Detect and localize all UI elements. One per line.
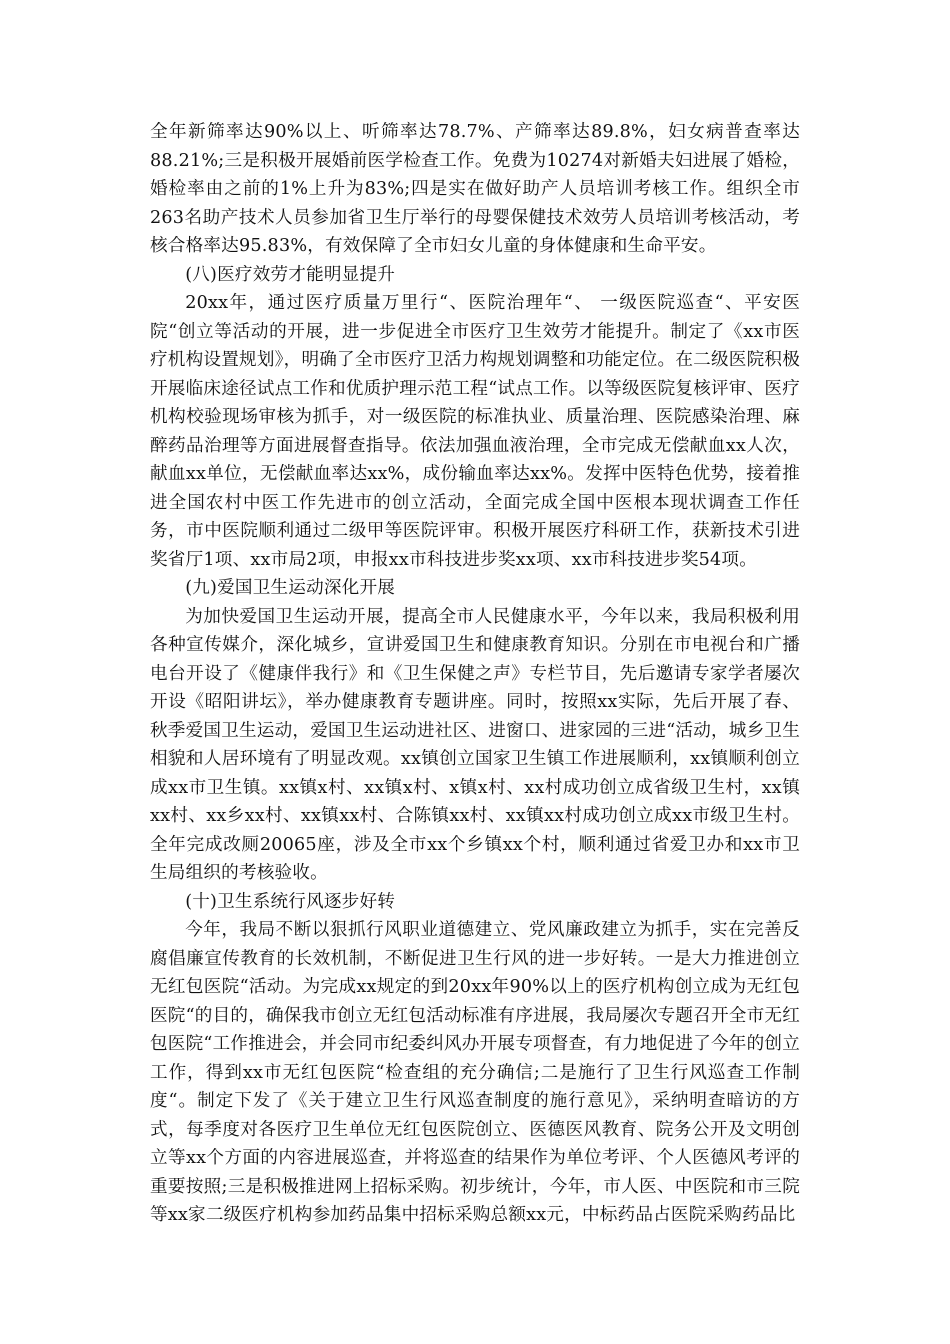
body-paragraph-continued: 全年新筛率达90%以上、听筛率达78.7%、产筛率达89.8%，妇女病普查率达88.21%;三是积极开展婚前医学检查工作。免费为10274对新婚夫妇进展了婚检，婚检率由之前的1%上升为83%;四是实在做好助产人员培训考核工作。组织全市263名助产技术人员参加省卫生厅举行的母婴保健技术效劳人员培训考核活动，考核合格率达95.83%，有效保障了全市妇女儿童的身体健康和生命平安。	[150, 122, 800, 256]
body-paragraph-medical-service: 20xx年，通过医疗质量万里行“、医院治理年“、 一级医院巡查“、平安医院“创立等活动的开展，进一步促进全市医疗卫生效劳才能提升。制定了《xx市医疗机构设置规划》，明确了全市医疗卫活力构规划调整和功能定位。在二级医院积极开展临床途径试点工作和优质护理示范工程“试点工作。以等级医院复核评审、医疗机构校验现场审核为抓手，对一级医院的标准执业、质量治理、医院感染治理、麻醉药品治理等方面进展督查指导。依法加强血液治理，全市完成无偿献血xx人次，献血xx单位，无偿献血率达xx%，成份输血率达xx%。发挥中医特色优势，接着推进全国农村中医工作先进市的创立活动，全面完成全国中医根本现状调查工作任务，市中医院顺利通过二级甲等医院评审。积极开展医疗科研工作，获新技术引进奖省厅1项、xx市局2项，申报xx市科技进步奖xx项、xx市科技进步奖54项。	[150, 293, 800, 570]
section-heading-9: (九)爱国卫生运动深化开展	[185, 578, 396, 598]
section-heading-10: (十)卫生系统行风逐步好转	[185, 891, 396, 912]
section-heading-8: (八)医疗效劳才能明显提升	[185, 264, 396, 285]
document-page	[150, 118, 800, 1230]
body-paragraph-industry-conduct: 今年，我局不断以狠抓行风职业道德建立、党风廉政建立为抓手，实在完善反腐倡廉宣传教育的长效机制，不断促进卫生行风的进一步好转。一是大力推进创立无红包医院“活动。为完成xx规定的到20xx年90%以上的医疗机构创立成为无红包医院“的目的，确保我市创立无红包活动标准有序进展，我局屡次专题召开全市无红包医院“工作推进会，并会同市纪委纠风办开展专项督查，有力地促进了今年的创立工作，得到xx市无红包医院“检查组的充分确信;二是施行了卫生行风巡查工作制度“。制定下发了《关于建立卫生行风巡查制度的施行意见》，采纳明查暗访的方式，每季度对各医疗卫生单位无红包医院创立、医德医风教育、院务公开及文明创立等xx个方面的内容进展巡查，并将巡查的结果作为单位考评、个人医德风考评的重要按照;三是积极推进网上招标采购。初步统计，今年，市人医、中医院和市三院等xx家二级医疗机构参加药品集中招标采购总额xx元，中标药品占医院采购药品比	[150, 920, 800, 1225]
body-paragraph-patriotic-health: 为加快爱国卫生运动开展，提高全市人民健康水平，今年以来，我局积极利用各种宣传媒介，深化城乡，宣讲爱国卫生和健康教育知识。分别在市电视台和广播电台开设了《健康伴我行》和《卫生保健之声》专栏节目，先后邀请专家学者屡次开设《昭阳讲坛》，举办健康教育专题讲座。同时，按照xx实际，先后开展了春、秋季爱国卫生运动，爱国卫生运动进社区、进窗口、进家园的三进“活动，城乡卫生相貌和人居环境有了明显改观。xx镇创立国家卫生镇工作进展顺利，xx镇顺利创立成xx市卫生镇。xx镇x村、xx镇x村、x镇x村、xx村成功创立成省级卫生村，xx镇xx村、xx乡xx村、xx镇xx村、合陈镇xx村、xx镇xx村成功创立成xx市级卫生村。全年完成改厕20065座，涉及全市xx个乡镇xx个村，顺利通过省爱卫办和xx市卫生局组织的考核验收。	[150, 606, 800, 883]
